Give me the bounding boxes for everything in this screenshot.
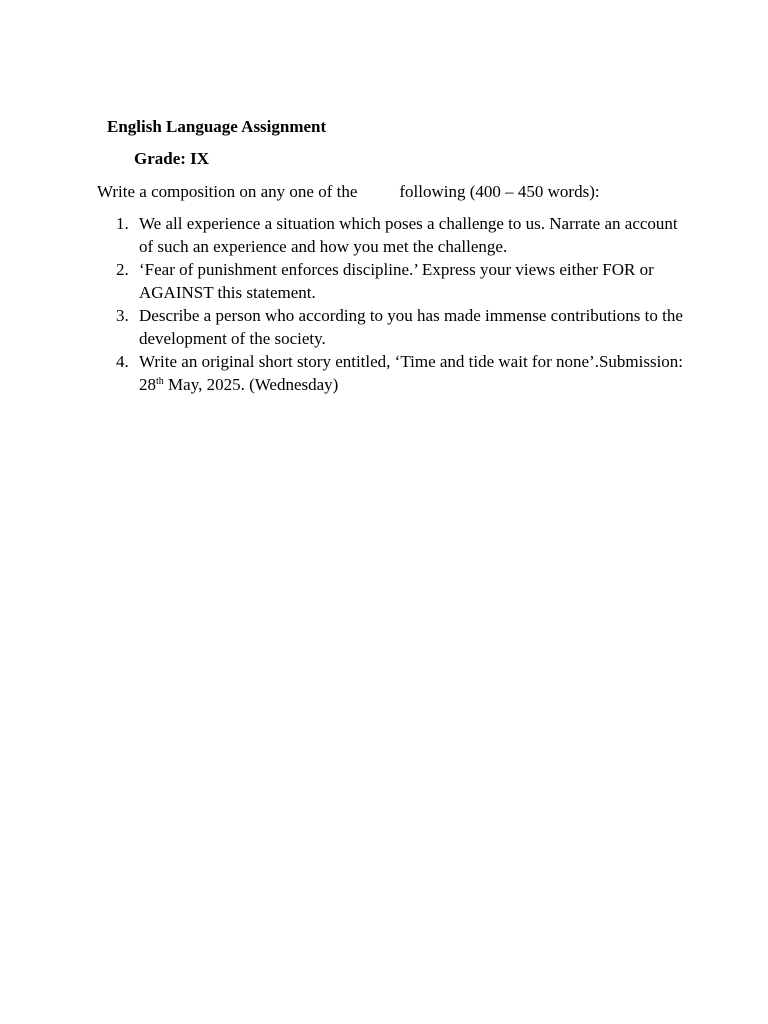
list-item (116, 212, 684, 258)
list-item (116, 258, 684, 304)
topic-list (116, 212, 684, 396)
list-item-text: Describe a person who according to you has made immense contributions to the development of the society. (139, 306, 683, 348)
list-item-number: 2. (116, 260, 129, 279)
assignment-title: English Language Assignment (107, 117, 327, 136)
list-item (116, 350, 684, 396)
list-item-text: We all experience a situation which poses a challenge to us. Narrate an account of such an experience and how you met the challenge. (139, 214, 678, 256)
list-item-number: 4. (116, 352, 129, 371)
instruction-part-2: following (400 – 450 words): (399, 182, 600, 201)
list-item-number: 1. (116, 214, 129, 233)
list-item-text: Write an original short story entitled, ‘Time and tide wait for none’. (139, 352, 599, 371)
instruction-text (97, 180, 600, 203)
list-item-number: 3. (116, 306, 129, 325)
submission-label: Submission: 28 (139, 352, 684, 394)
list-item-text: ‘Fear of punishment enforces discipline.’ Express your views either FOR or AGAINST this statement. (139, 260, 654, 302)
grade-label: Grade: IX (134, 149, 210, 168)
submission-date: May, 2025. (Wednesday) (163, 375, 339, 394)
list-item (116, 304, 684, 350)
submission-date-suffix: th (156, 376, 164, 387)
instruction-part-1: Write a composition on any one of the (97, 182, 358, 201)
